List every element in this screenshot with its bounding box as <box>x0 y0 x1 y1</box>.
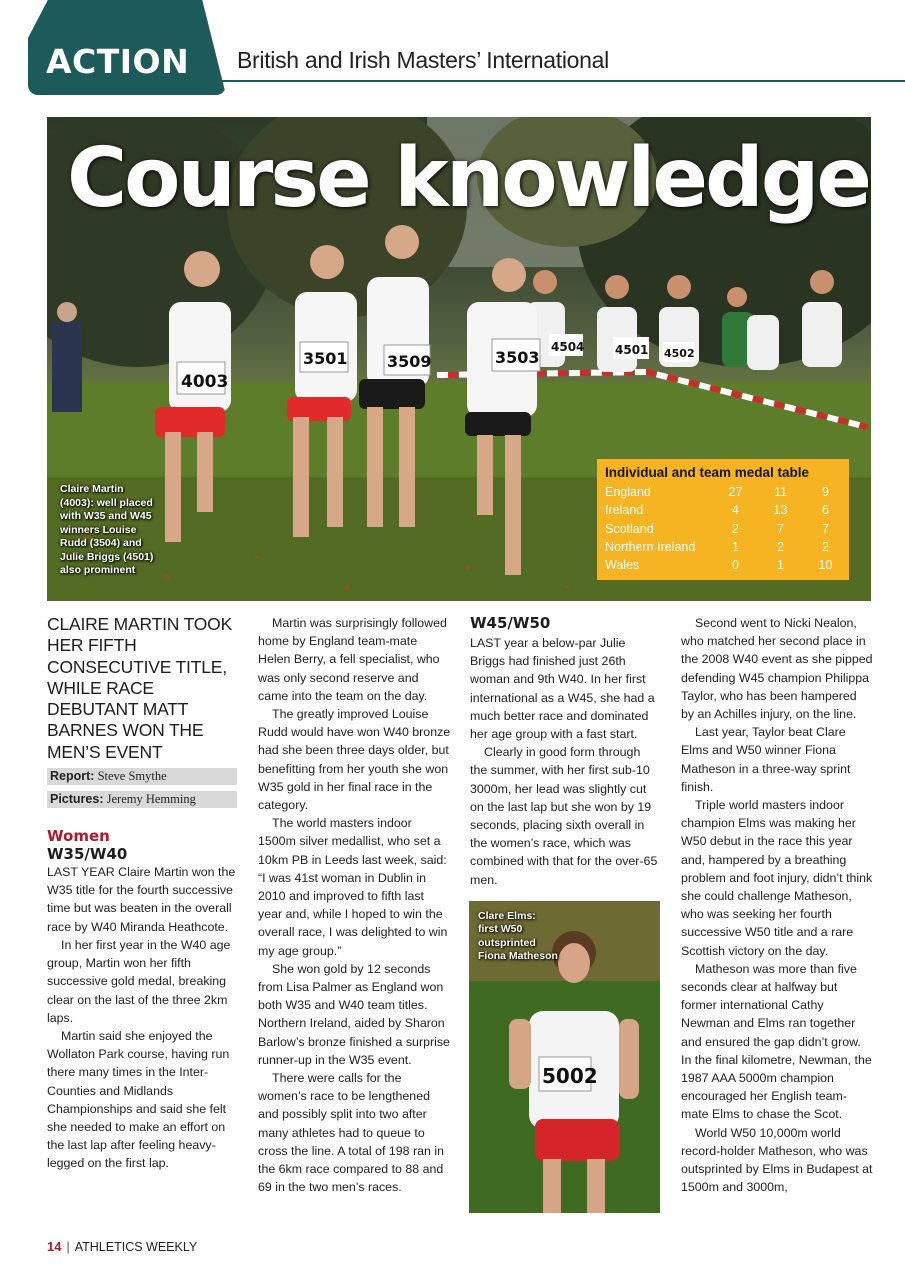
medal-country: Northern Ireland <box>605 540 696 555</box>
medal-table <box>597 459 849 580</box>
body-paragraph: LAST year a below-par Julie Briggs had finished just 26th woman and 9th W40. In her first international as a W45, she had a much better race and dominated her age group with a fast start. <box>470 636 655 742</box>
medal-bronze: 2 <box>822 540 829 555</box>
medal-silver: 11 <box>774 485 787 500</box>
body-paragraph: Last year, Taylor beat Clare Elms and W50 winner Fiona Matheson in a three-way sprint finish. <box>681 725 851 794</box>
pictures-name: Jeremy Hemming <box>106 792 196 807</box>
medal-gold: 1 <box>732 540 739 555</box>
medal-row <box>605 483 849 501</box>
bib-4501: 4501 <box>615 343 649 357</box>
medal-table-title: Individual and team medal table <box>605 465 810 480</box>
section-heading-w45-w50: W45/W50 <box>470 614 551 632</box>
medal-bronze: 6 <box>822 503 829 518</box>
footer-separator: | <box>66 1240 70 1254</box>
body-paragraph: She won gold by 12 seconds from Lisa Palmer as England won both W35 and W40 team titles. Northern Ireland, aided by Sharon Barlow’s bronze finished a surprise runner-up in the W35 event. <box>258 961 450 1067</box>
pictures-label: Pictures: <box>50 792 104 807</box>
medal-row <box>605 538 849 556</box>
report-credit <box>47 768 237 785</box>
medal-silver: 7 <box>777 521 784 536</box>
report-name: Steve Smythe <box>97 769 167 784</box>
medal-gold: 2 <box>732 521 739 536</box>
page-number: 14 <box>47 1239 62 1254</box>
bib-4502: 4502 <box>664 347 695 360</box>
bib-3503: 3503 <box>495 348 540 367</box>
bib-3509: 3509 <box>387 352 432 371</box>
body-paragraph: Martin was surprisingly followed home by England team-mate Helen Berry, a fell specialist, who was only second reserve and came into the team on the day. <box>258 616 447 703</box>
publication-name: ATHLETICS WEEKLY <box>74 1240 198 1254</box>
medal-country: England <box>605 485 651 500</box>
header-rule <box>216 80 905 82</box>
headline: Course knowledge <box>67 131 870 226</box>
body-paragraph: The greatly improved Louise Rudd would have won W40 bronze had she been three days older, but benefitting from her youth she won W35 gold in her final race in the category. <box>258 707 451 813</box>
medal-country: Scotland <box>605 521 654 536</box>
inset-photo <box>469 901 660 1213</box>
medal-silver: 1 <box>777 558 784 573</box>
bib-4003: 4003 <box>181 372 229 392</box>
bib-4504: 4504 <box>551 340 585 354</box>
medal-silver: 2 <box>777 540 784 555</box>
medal-bronze: 9 <box>822 485 829 500</box>
body-paragraph: Triple world masters indoor champion Elms was making her W50 debut in the race this year and, hampered by a breathing problem and foot injury, didn’t think she could challenge Matheson, who was seeking her fourth successive W50 title and a rare Scottish victory on the day. <box>681 798 873 958</box>
medal-row <box>605 520 849 538</box>
inset-photo-caption: Clare Elms: first W50 outsprinted Fiona Matheson <box>478 910 558 962</box>
medal-gold: 4 <box>732 503 739 518</box>
medal-bronze: 10 <box>818 558 833 573</box>
page-footer <box>47 1239 197 1254</box>
medal-country: Ireland <box>605 503 644 518</box>
bib-5002: 5002 <box>542 1064 598 1088</box>
medal-bronze: 7 <box>822 521 829 536</box>
body-paragraph: There were calls for the women’s race to be lengthened and possibly split into two after many athletes had to queue to cross the line. A total of 198 ran in the 6km race compared to 88 and 69 in the two men’s races. <box>258 1071 444 1195</box>
report-label: Report: <box>50 769 95 784</box>
article-column-3 <box>470 614 660 889</box>
hero-photo-caption: Claire Martin (4003): well placed with W35 and W45 winners Louise Rudd (3504) and Julie Briggs (4501) also prominent <box>60 483 154 576</box>
medal-silver: 13 <box>773 503 788 518</box>
section-tab-label: ACTION <box>46 42 190 81</box>
article-column-4 <box>681 614 873 1197</box>
medal-gold: 27 <box>728 485 743 500</box>
body-paragraph: In her first year in the W40 age group, Martin won her fifth successive gold medal, breaking clear on the last of the three 2km laps. <box>47 937 231 1025</box>
pictures-credit <box>47 791 237 808</box>
bib-3501: 3501 <box>303 349 348 368</box>
section-heading-w35-w40: W35/W40 <box>47 845 128 864</box>
article-column-1 <box>47 614 237 1173</box>
body-paragraph: World W50 10,000m world record-holder Matheson, who was outsprinted by Elms in Budapest at 1500m and 3000m, <box>681 1125 873 1195</box>
body-paragraph: The world masters indoor 1500m silver medallist, who set a 10km PB in Leeds last week, said: “I was 41st woman in Dublin in 2010 and improved to fifth last year and, while I hoped to win the overall race, I was delighted to win my age group.” <box>258 816 448 958</box>
medal-country: Wales <box>605 558 640 573</box>
body-paragraph: Martin said she enjoyed the Wollaton Park course, having run there many times in the Inter-Counties and Midlands Championships and said she felt she needed to make an effort on the last lap after feeling heavy-legged on the first lap. <box>47 1028 230 1171</box>
standfirst: CLAIRE MARTIN TOOK HER FIFTH CONSECUTIVE TITLE, WHILE RACE DEBUTANT MATT BARNES WON THE MEN’S EVENT <box>47 614 233 762</box>
section-heading-women: Women <box>47 827 110 846</box>
medal-gold: 0 <box>732 558 739 573</box>
page-header-title: British and Irish Masters’ International <box>237 47 609 73</box>
body-paragraph: LAST YEAR Claire Martin won the W35 title for the fourth successive time but was beaten in the overall race by W40 Miranda Heathcote. <box>47 865 236 934</box>
body-paragraph: Second went to Nicki Nealon, who matched her second place in the 2008 W40 event as she pipped defending W45 champion Philippa Taylor, who has been hampered by an Achilles injury, on the line. <box>681 616 873 722</box>
medal-row <box>605 501 849 519</box>
article-column-2 <box>258 614 451 1197</box>
body-paragraph: Clearly in good form through the summer, with her first sub-10 3000m, her lead was slightly cut on the last lap but she won by 19 seconds, placing sixth overall in the women’s race, which was combined with that for the over-65 men. <box>470 745 658 887</box>
medal-row <box>605 556 849 574</box>
body-paragraph: Matheson was more than five seconds clear at halfway but former international Cathy Newman and Elms ran together and ensured the gap didn’t grow. In the final kilometre, Newman, the 1987 AAA 5000m champion encouraged her English team-mate Elms to chase the Scot. <box>681 961 872 1122</box>
